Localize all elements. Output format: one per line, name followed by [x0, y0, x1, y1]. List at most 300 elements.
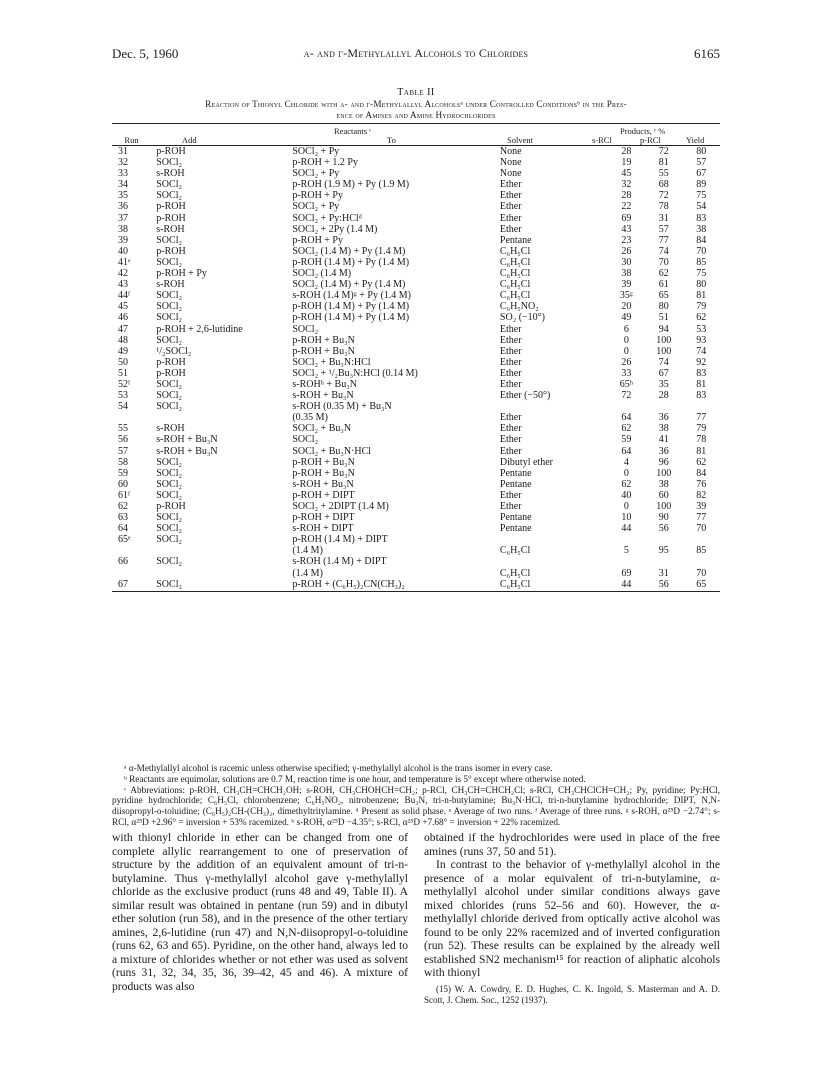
cell-run: 31 — [118, 146, 128, 157]
cell-add: p-ROH — [156, 146, 186, 157]
cell-run: 35 — [118, 190, 128, 202]
cell-yield: 70 — [696, 245, 707, 257]
cell-solvent: C₆H₅Cl — [499, 567, 531, 579]
cell-s-rcl — [608, 401, 645, 412]
cell-run: 38 — [118, 223, 128, 235]
cell-p-rcl: 80 — [658, 301, 669, 313]
cell-yield: 39 — [696, 501, 707, 512]
cell-p-rcl: 38 — [658, 423, 669, 435]
cell-add: SOCl₂ — [156, 190, 182, 202]
cell-yield — [683, 401, 720, 412]
cell-to: p-ROH + Bu₃N — [292, 345, 355, 357]
cell-to: SOCl₂ (1.4 M) + Py (1.4 M) — [292, 245, 406, 257]
cell-to: p-ROH (1.9 M) + Py (1.9 M) — [292, 179, 410, 191]
cell-to: (0.35 M) — [292, 412, 328, 424]
table-row — [112, 379, 720, 390]
cell-yield: 70 — [696, 523, 707, 535]
table-row — [112, 501, 720, 512]
cell-to: s-ROH (0.35 M) + Bu₃N — [292, 401, 392, 413]
cell-yield: 84 — [696, 234, 707, 246]
cell-solvent — [500, 401, 608, 412]
table-row — [112, 312, 720, 323]
cell-p-rcl: 90 — [658, 512, 669, 524]
table-row — [112, 324, 720, 335]
cell-p-rcl: 35 — [658, 378, 669, 390]
cell-solvent: C₆H₅NO₂ — [499, 301, 539, 313]
table-row — [112, 401, 720, 412]
table-row — [112, 213, 720, 224]
cell-s-rcl: 0 — [623, 334, 629, 346]
cell-to: s-ROH + Bu₃N — [292, 478, 354, 490]
cell-run: 67 — [118, 578, 128, 590]
cell-add: SOCl₂ — [156, 523, 182, 535]
cell-run — [112, 545, 156, 556]
col-run: Run — [124, 135, 139, 145]
cell-add: SOCl₂ — [156, 312, 182, 324]
cell-add: SOCl₂ — [156, 234, 182, 246]
cell-to: p-ROH (1.4 M) + Py (1.4 M) — [292, 301, 410, 313]
cell-to: (1.4 M) — [292, 567, 323, 579]
cell-add: s-ROH — [156, 223, 185, 235]
table-row — [112, 246, 720, 257]
cell-solvent: Ether — [499, 423, 522, 435]
cell-yield: 83 — [696, 390, 707, 402]
cell-p-rcl: 55 — [658, 168, 669, 180]
cell-add: p-ROH — [156, 212, 186, 224]
cell-add: SOCl₂ — [156, 290, 182, 302]
cell-to: p-ROH + 1.2 Py — [292, 157, 358, 169]
table-row — [112, 579, 720, 590]
cell-solvent: Ether — [499, 367, 522, 379]
table-top-rule — [112, 123, 720, 124]
cell-run: 57 — [118, 445, 128, 457]
cell-to: p-ROH (1.4 M) + Py (1.4 M) — [292, 312, 410, 324]
cell-to: SOCl₂ + Bu₃N·HCl — [292, 445, 372, 457]
cell-solvent: C₆H₅Cl — [499, 578, 531, 590]
cell-p-rcl: 38 — [658, 478, 669, 490]
cell-s-rcl: 43 — [621, 223, 632, 235]
cell-add: SOCl₂ — [156, 401, 182, 413]
cell-p-rcl — [645, 556, 682, 567]
cell-to: s-ROHʰ + Bu₃N — [292, 378, 357, 390]
cell-run: 55 — [118, 423, 128, 435]
cell-p-rcl: 62 — [658, 268, 669, 280]
cell-solvent: SO₂ (−10°) — [499, 312, 545, 324]
cell-to: s-ROH (1.4 M)ᵍ + Py (1.4 M) — [292, 290, 411, 302]
table-column-groups — [112, 126, 720, 146]
cell-p-rcl: 100 — [656, 467, 672, 479]
cell-run: 40 — [118, 245, 128, 257]
cell-p-rcl: 31 — [658, 212, 669, 224]
cell-yield: 65 — [696, 578, 707, 590]
cell-s-rcl: 26 — [621, 356, 632, 368]
footnote-b: ᵇ Reactants are equimolar, solutions are 0.7 M, reaction time is one hour, and temperature is 5° except where otherwise noted. — [124, 773, 586, 784]
cell-add: s-ROH — [156, 423, 185, 435]
cell-yield: 81 — [696, 290, 707, 302]
cell-solvent: C₆H₅Cl — [499, 256, 531, 268]
cell-run: 32 — [118, 157, 128, 169]
cell-p-rcl: 72 — [658, 146, 669, 157]
cell-solvent: C₆H₅Cl — [499, 268, 531, 280]
cell-s-rcl: 38 — [621, 268, 632, 280]
cell-add: SOCl₂ — [156, 478, 182, 490]
cell-solvent: Ether — [499, 434, 522, 446]
cell-add: SOCl₂ — [156, 256, 182, 268]
cell-yield: 92 — [696, 356, 707, 368]
header-page-number: 6165 — [694, 46, 720, 61]
cell-to: p-ROH + Bu₃N — [292, 467, 355, 479]
cell-yield: 81 — [696, 378, 707, 390]
cell-add: SOCl₂ — [156, 578, 182, 590]
cell-s-rcl: 40 — [621, 489, 632, 501]
cell-p-rcl: 61 — [658, 279, 669, 291]
cell-s-rcl: 45 — [621, 168, 632, 180]
cell-solvent: C₆H₅Cl — [499, 545, 531, 557]
cell-run: 46 — [118, 312, 128, 324]
table-row — [112, 556, 720, 567]
cell-solvent — [500, 534, 608, 545]
cell-p-rcl: 56 — [658, 578, 669, 590]
cell-solvent: C₆H₅Cl — [499, 290, 531, 302]
cell-p-rcl: 96 — [658, 456, 669, 468]
cell-solvent: Pentane — [499, 467, 532, 479]
cell-yield: 38 — [696, 223, 707, 235]
cell-run: 62 — [118, 501, 128, 512]
table-caption-line-2: ence of Amines and Amine Hydrochlorides — [336, 110, 496, 120]
cell-yield: 79 — [696, 301, 707, 313]
cell-run: 34 — [118, 179, 128, 191]
cell-to: p-ROH + Py — [292, 234, 343, 246]
cell-add: SOCl₂ — [156, 334, 182, 346]
cell-add: ¹/₂SOCl₂ — [156, 345, 192, 357]
cell-p-rcl: 95 — [658, 545, 669, 557]
cell-p-rcl: 36 — [658, 412, 669, 424]
cell-add: s-ROH + Bu₃N — [156, 434, 218, 446]
cell-run: 63 — [118, 512, 128, 524]
cell-p-rcl: 57 — [658, 223, 669, 235]
cell-solvent: Ether — [499, 345, 522, 357]
table-row — [112, 534, 720, 545]
cell-s-rcl: 32 — [621, 179, 632, 191]
cell-p-rcl: 78 — [658, 201, 669, 213]
cell-p-rcl: 70 — [658, 256, 669, 268]
cell-add — [156, 412, 292, 423]
cell-s-rcl: 44 — [621, 578, 632, 590]
table-row — [112, 179, 720, 190]
cell-solvent: Pentane — [499, 478, 532, 490]
cell-p-rcl: 77 — [658, 234, 669, 246]
cell-yield: 83 — [696, 367, 707, 379]
cell-add: p-ROH — [156, 367, 186, 379]
cell-run — [112, 568, 156, 579]
cell-run: 58 — [118, 456, 128, 468]
cell-p-rcl: 100 — [656, 345, 672, 357]
table-row — [112, 479, 720, 490]
cell-yield: 57 — [696, 157, 707, 169]
cell-s-rcl: 0 — [623, 345, 629, 357]
cell-p-rcl: 51 — [658, 312, 669, 324]
cell-to: (1.4 M) — [292, 545, 323, 557]
col-add: Add — [182, 135, 197, 145]
cell-to: s-ROH + DIPT — [292, 523, 354, 535]
cell-solvent: Ether — [499, 501, 522, 512]
table-row — [112, 468, 720, 479]
cell-run: 51 — [118, 367, 128, 379]
cell-to: SOCl₂ (1.4 M) + Py (1.4 M) — [292, 279, 406, 291]
table-row — [112, 146, 720, 157]
cell-add: p-ROH — [156, 356, 186, 368]
cell-p-rcl — [645, 534, 682, 545]
cell-run: 59 — [118, 467, 128, 479]
cell-yield: 85 — [696, 545, 707, 557]
paragraph-left: with thionyl chloride in ether can be changed from one of complete allylic rearrangement to one of preservation of structure by the addition of an equivalent amount of tri-n-butylamine. Thus γ-methylallyl alcohol gave γ-methylallyl chloride as the exclusive product (runs 48 and 49, Table II). A similar result was obtained in pentane (run 59) and in dibutyl ether solution (run 58), and in the presence of the other tertiary amines, 2,6-lutidine (run 47) and N,N-diisopropyl-o-toluidine (runs 62, 63 and 65). Pyridine, on the other hand, always led to a mixture of chlorides whether or not ether was used as solvent (runs 31, 32, 34, 35, 36, 39–42, 45 and 46). A mixture of products was also — [112, 831, 408, 993]
table-row — [112, 235, 720, 246]
col-solvent: Solvent — [507, 135, 533, 145]
cell-to: SOCl₂ — [292, 323, 319, 335]
cell-p-rcl: 41 — [658, 434, 669, 446]
cell-solvent: Ether — [499, 356, 522, 368]
cell-s-rcl: 10 — [621, 512, 632, 524]
cell-solvent: Ether — [499, 190, 522, 202]
cell-yield: 53 — [696, 323, 707, 335]
cell-run: 33 — [118, 168, 128, 180]
cell-p-rcl: 65 — [658, 290, 669, 302]
cell-p-rcl: 72 — [658, 190, 669, 202]
cell-solvent: Pentane — [499, 523, 532, 535]
cell-solvent: Ether — [499, 201, 522, 213]
cell-yield: 70 — [696, 567, 707, 579]
table-row — [112, 301, 720, 312]
cell-to: p-ROH + DIPT — [292, 512, 355, 524]
cell-solvent: Ether — [499, 378, 522, 390]
cell-to: SOCl₂ — [292, 434, 319, 446]
table-row — [112, 512, 720, 523]
cell-add: s-ROH + Bu₃N — [156, 445, 218, 457]
cell-solvent: Pentane — [499, 234, 532, 246]
cell-add: SOCl₂ — [156, 456, 182, 468]
body-column-right — [424, 831, 720, 1006]
cell-s-rcl: 26 — [621, 245, 632, 257]
cell-yield: 54 — [696, 201, 707, 213]
cell-add: SOCl₂ — [156, 390, 182, 402]
cell-p-rcl: 68 — [658, 179, 669, 191]
cell-solvent: Ether — [499, 179, 522, 191]
cell-add: p-ROH + Py — [156, 268, 207, 280]
cell-run: 65ᵉ — [118, 534, 131, 546]
cell-s-rcl: 72 — [621, 390, 632, 402]
cell-s-rcl: 30 — [621, 256, 632, 268]
cell-yield: 67 — [696, 168, 707, 180]
cell-yield — [683, 556, 720, 567]
table-row — [112, 201, 720, 212]
cell-s-rcl: 59 — [621, 434, 632, 446]
cell-add: SOCl₂ — [156, 378, 182, 390]
cell-p-rcl: 28 — [658, 390, 669, 402]
cell-run: 64 — [118, 523, 128, 535]
table-row — [112, 523, 720, 534]
col-p-rcl: p-RCl — [640, 135, 661, 145]
cell-add — [156, 568, 292, 579]
table-row — [112, 157, 720, 168]
cell-s-rcl: 33 — [621, 367, 632, 379]
cell-p-rcl: 100 — [656, 334, 672, 346]
cell-to: SOCl₂ + 2Py (1.4 M) — [292, 223, 378, 235]
cell-p-rcl — [645, 401, 682, 412]
cell-s-rcl: 69 — [621, 212, 632, 224]
cell-yield: 84 — [696, 467, 707, 479]
table-row — [112, 368, 720, 379]
cell-yield: 89 — [696, 179, 707, 191]
table-row — [112, 568, 720, 579]
reference-15: (15) W. A. Cowdry, E. D. Hughes, C. K. Ingold, S. Masterman and A. D. Scott, J. Chem. Soc., 1252 (1937). — [424, 983, 720, 1005]
cell-solvent — [500, 556, 608, 567]
cell-add: p-ROH — [156, 501, 186, 512]
table-row — [112, 457, 720, 468]
cell-run: 43 — [118, 279, 128, 291]
cell-p-rcl: 31 — [658, 567, 669, 579]
cell-s-rcl: 35ᵍ — [619, 290, 633, 302]
cell-p-rcl: 94 — [658, 323, 669, 335]
group-products: Products, ᶜ % — [620, 126, 666, 136]
cell-s-rcl: 65ʰ — [619, 378, 633, 390]
table-row — [112, 190, 720, 201]
cell-yield: 75 — [696, 190, 707, 202]
cell-add: p-ROH — [156, 201, 186, 213]
cell-s-rcl: 0 — [623, 501, 629, 512]
cell-run: 42 — [118, 268, 128, 280]
cell-to: s-ROH (1.4 M) + DIPT — [292, 556, 387, 568]
table-row — [112, 390, 720, 401]
cell-yield: 85 — [696, 256, 707, 268]
table-row — [112, 412, 720, 423]
cell-run: 47 — [118, 323, 128, 335]
cell-to: SOCl₂ + ¹/₂Bu₃N:HCl (0.14 M) — [292, 367, 418, 379]
cell-add: SOCl₂ — [156, 556, 182, 568]
cell-yield: 81 — [696, 445, 707, 457]
cell-yield: 77 — [696, 412, 707, 424]
cell-run: 49 — [118, 345, 128, 357]
data-table — [112, 146, 720, 590]
cell-run: 37 — [118, 212, 128, 224]
cell-yield: 79 — [696, 423, 707, 435]
group-reactants: Reactants ᶜ — [334, 126, 372, 136]
body-column-left — [112, 831, 408, 993]
cell-add: SOCl₂ — [156, 467, 182, 479]
cell-yield: 83 — [696, 212, 707, 224]
cell-to: p-ROH (1.4 M) + Py (1.4 M) — [292, 256, 410, 268]
cell-s-rcl — [608, 556, 645, 567]
cell-yield: 93 — [696, 334, 707, 346]
table-row — [112, 224, 720, 235]
cell-solvent: C₆H₅Cl — [499, 279, 531, 291]
cell-add — [156, 545, 292, 556]
cell-to: p-ROH (1.4 M) + DIPT — [292, 534, 388, 546]
cell-s-rcl: 49 — [621, 312, 632, 324]
cell-add: p-ROH — [156, 245, 186, 257]
table-row — [112, 346, 720, 357]
cell-s-rcl: 62 — [621, 478, 632, 490]
cell-run: 36 — [118, 201, 128, 213]
cell-p-rcl: 81 — [658, 157, 669, 169]
running-header — [112, 46, 720, 66]
cell-run: 52ᶠ — [118, 378, 131, 390]
footnote-c: ᶜ Abbreviations: p-ROH, CH₃CH=CHCH₂OH; s-ROH, CH₃CHOHCH=CH₂; p-RCl, CH₃CH=CHCH₂Cl; s-RCl, CH₃CHClCH=CH₂; Py, pyridine; Py:HCl, pyridine hydrochloride; C₆H₅Cl, chlorobenzene; C₆H₅NO₂, nitrobenzene; Bu₃N, tri-n-butylamine; Bu₃N·HCl, tri-n-butylamine hydrochloride; DIPT, N,N-diisopropyl-o-toluidine; (C₆H₅)₂CH-(CH₃)₂, dimethyltritylamine. ᵈ Present as solid phase. ᵉ Average of two runs. ᶠ Average of three runs. ᵍ s-ROH, α²⁵D −2.74°; s-RCl, α²⁵D +2.96° = inversion + 53% racemized. ʰ s-ROH, α²⁵D −4.35°; s-RCl, α²⁵D +7.68° = inversion + 22% racemized. — [112, 784, 720, 827]
cell-s-rcl: 28 — [621, 146, 632, 157]
table-row — [112, 434, 720, 445]
table-row — [112, 335, 720, 346]
cell-yield: 80 — [696, 146, 707, 157]
table-row — [112, 168, 720, 179]
col-to: To — [387, 135, 396, 145]
cell-s-rcl: 23 — [621, 234, 632, 246]
cell-to: p-ROH + Bu₃N — [292, 456, 355, 468]
table-row — [112, 357, 720, 368]
cell-solvent: Ether — [499, 212, 522, 224]
cell-solvent: Ether — [499, 412, 522, 424]
cell-run: 50 — [118, 356, 128, 368]
cell-add: SOCl₂ — [156, 179, 182, 191]
cell-yield: 82 — [696, 489, 707, 501]
cell-add: SOCl₂ — [156, 489, 182, 501]
cell-to: SOCl₂ + Py — [292, 201, 340, 213]
cell-yield: 75 — [696, 268, 707, 280]
table-row — [112, 423, 720, 434]
col-s-rcl: s-RCl — [592, 135, 612, 145]
cell-s-rcl: 19 — [621, 157, 632, 169]
cell-to: SOCl₂ + Py — [292, 168, 340, 180]
cell-p-rcl: 74 — [658, 245, 669, 257]
cell-p-rcl: 56 — [658, 523, 669, 535]
cell-solvent: C₆H₅Cl — [499, 245, 531, 257]
table-caption-line-1: Reaction of Thionyl Chloride with α- and γ-Methylallyl Alcoholsᵃ under Controlled Conditionsᵇ in the Pres- — [205, 99, 627, 109]
cell-to: SOCl₂ (1.4 M) — [292, 268, 352, 280]
table-bottom-rule — [112, 591, 720, 592]
cell-yield: 80 — [696, 279, 707, 291]
cell-add: s-ROH — [156, 279, 185, 291]
table-row — [112, 290, 720, 301]
cell-run: 45 — [118, 301, 128, 313]
table-label: Table II — [397, 87, 435, 98]
cell-to: SOCl₂ + Bu₃N — [292, 423, 352, 435]
cell-p-rcl: 74 — [658, 356, 669, 368]
cell-run: 54 — [118, 401, 128, 413]
table-row — [112, 490, 720, 501]
table-caption — [112, 99, 720, 121]
cell-s-rcl: 4 — [623, 456, 629, 468]
table-row — [112, 257, 720, 268]
cell-add: SOCl₂ — [156, 512, 182, 524]
cell-run: 39 — [118, 234, 128, 246]
cell-to: p-ROH + Py — [292, 190, 343, 202]
cell-s-rcl: 64 — [621, 445, 632, 457]
cell-run: 60 — [118, 478, 128, 490]
table-row — [112, 268, 720, 279]
cell-solvent: None — [499, 168, 522, 180]
cell-s-rcl: 22 — [621, 201, 632, 213]
cell-p-rcl: 100 — [656, 501, 672, 512]
cell-solvent: Pentane — [499, 512, 532, 524]
cell-p-rcl: 67 — [658, 367, 669, 379]
cell-p-rcl: 36 — [658, 445, 669, 457]
cell-solvent: Ether — [499, 334, 522, 346]
cell-p-rcl: 60 — [658, 489, 669, 501]
cell-add: SOCl₂ — [156, 534, 182, 546]
header-title: α- and γ-Methylallyl Alcohols to Chlorides — [303, 46, 529, 60]
table-footnotes — [112, 763, 720, 828]
cell-to: SOCl₂ + Py — [292, 146, 340, 157]
cell-s-rcl: 20 — [621, 301, 632, 313]
cell-s-rcl: 44 — [621, 523, 632, 535]
